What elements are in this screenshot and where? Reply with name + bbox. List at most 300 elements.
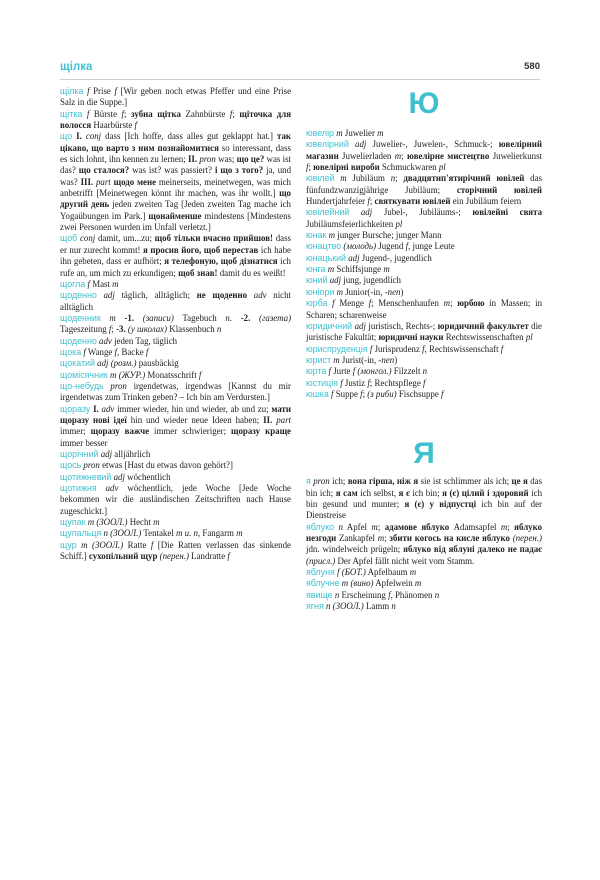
- dictionary-entry: [60, 517, 291, 528]
- entry-text: das fünfundzwanzigjährige Jubiläum;: [306, 173, 542, 195]
- entry-headword: ягня: [306, 601, 324, 612]
- section-ya-entries: [306, 476, 542, 612]
- dictionary-entry: [60, 290, 291, 313]
- entry-text: щонайменше: [148, 210, 202, 221]
- dictionary-entry: [306, 275, 542, 286]
- entry-headword: яблучне: [306, 578, 340, 589]
- entry-text: adj: [360, 207, 373, 218]
- dictionary-entry: [306, 230, 542, 241]
- dictionary-entry: [60, 279, 291, 290]
- entry-headword: щорічний: [60, 449, 99, 459]
- entry-text: Mast: [89, 278, 113, 289]
- entry-text: adv: [99, 335, 112, 346]
- entry-text: f: [87, 278, 90, 289]
- entry-headword: щоразу: [60, 403, 91, 414]
- entry-text: Jugend-, jugendlich: [359, 252, 432, 263]
- entry-text: adj: [348, 252, 360, 263]
- entry-text: щоб знав!: [178, 267, 218, 278]
- dictionary-entry: [60, 233, 291, 278]
- entry-text: зубна щітка: [131, 108, 181, 119]
- entry-text: mindestens [Mindestens zwei Personen wurden im Unfall verletzt.]: [60, 210, 292, 233]
- entry-text: so interessant, dass es sich lohnt, ihn kennen zu lernen;: [60, 142, 291, 165]
- entry-text: Jurisprudenz: [372, 343, 423, 354]
- entry-headword: щомісячник: [60, 369, 108, 380]
- entry-headword: щоденно: [60, 335, 97, 346]
- dictionary-entry: [306, 476, 542, 521]
- entry-text: II.: [263, 414, 273, 425]
- entry-text: f: [121, 108, 125, 119]
- entry-text: f: [87, 86, 90, 96]
- entry-text: ich bin;: [409, 487, 443, 498]
- entry-text: так цікаво, що варто з ним познайомитися: [60, 131, 292, 153]
- entry-text: я сам: [335, 487, 358, 498]
- entry-text: m: [414, 578, 422, 589]
- entry-headword: юрист: [306, 354, 332, 365]
- entry-text: jung, jugendlich: [341, 275, 401, 286]
- entry-text: m: [153, 517, 160, 528]
- entry-headword: яблуня: [306, 567, 335, 577]
- entry-text: я є: [398, 487, 410, 498]
- entry-text: m u. n: [176, 528, 198, 539]
- entry-text: (БОТ.): [341, 567, 366, 577]
- entry-text: ja, und was?: [60, 165, 292, 187]
- entry-text: m: [81, 539, 88, 550]
- entry-text: n: [390, 173, 396, 184]
- entry-text: (молодь): [343, 241, 377, 252]
- entry-text: ;: [377, 521, 385, 532]
- entry-text: irgendetwas, irgendwas [Kannst du mir irgendetwas zum Trinken geben? – Ich bin am Verdursten.]: [60, 380, 292, 403]
- entry-text: юрбою: [457, 298, 485, 309]
- entry-text: , Backe: [117, 346, 146, 357]
- entry-text: die juristische Fakultät;: [306, 320, 542, 343]
- entry-text: (ЗООЛ.): [96, 517, 128, 528]
- entry-text: ;: [362, 388, 368, 399]
- dictionary-entry: [306, 241, 542, 252]
- dictionary-entry: [60, 313, 291, 336]
- entry-headword: юшка: [306, 388, 329, 399]
- entry-text: Erscheinung: [339, 589, 389, 600]
- entry-text: part: [95, 176, 111, 187]
- entry-text: f: [337, 567, 340, 577]
- entry-text: sie ist schlimmer als ich;: [418, 476, 512, 487]
- entry-text: юридичний факультет: [437, 320, 529, 331]
- entry-text: f: [114, 86, 117, 96]
- entry-text: Lamm: [363, 601, 392, 612]
- entry-text: Apfel: [342, 521, 372, 532]
- dictionary-entry: [60, 131, 291, 233]
- entry-text: f: [229, 108, 233, 119]
- entry-text: ein Jubiläum feiern: [450, 196, 522, 207]
- entry-text: не щоденно: [196, 290, 248, 301]
- entry-text: юридичні науки: [378, 332, 444, 343]
- entry-text: я телефоную, щоб дізнатися: [164, 256, 278, 267]
- dictionary-entry: [306, 366, 542, 377]
- entry-text: f: [83, 346, 86, 357]
- dictionary-entry: [60, 540, 291, 563]
- dictionary-entry: [306, 139, 542, 173]
- entry-text: (присл.): [306, 555, 336, 566]
- entry-text: Juwelierkunst: [489, 150, 542, 161]
- entry-text: Tageszeitung: [60, 324, 109, 335]
- entry-text: ich selbst,: [357, 487, 399, 498]
- entry-text: ; Menschenhaufen: [371, 298, 444, 309]
- entry-text: m: [87, 517, 95, 528]
- entry-headword: щось: [60, 460, 82, 471]
- entry-text: Prise: [89, 86, 115, 96]
- entry-text: Schmuckwaren: [379, 162, 439, 173]
- entry-text: adv: [105, 483, 119, 494]
- entry-text: Filzzelt: [391, 366, 423, 377]
- entry-text: m: [340, 173, 347, 184]
- entry-headword: явище: [306, 589, 333, 600]
- entry-text: ювілейні свята: [472, 207, 543, 218]
- entry-headword: ювелір: [306, 128, 334, 138]
- dictionary-entry: [306, 287, 542, 298]
- entry-headword: я: [306, 476, 311, 487]
- entry-text: що другий день: [60, 188, 291, 210]
- entry-text: Jubiläumsfeierlichkeiten: [306, 218, 396, 229]
- entry-text: я просив його, щоб перестав: [143, 244, 259, 255]
- entry-text: .: [229, 312, 241, 323]
- entry-text: , junge Leute: [408, 241, 455, 252]
- entry-text: Klassenbuch: [167, 324, 217, 335]
- entry-text: Fischsuppe: [396, 388, 442, 399]
- entry-text: m: [394, 150, 402, 161]
- dictionary-entry: [60, 449, 291, 460]
- entry-text: f: [368, 298, 372, 309]
- entry-text: ;: [124, 108, 131, 119]
- entry-text: m: [327, 264, 335, 275]
- entry-text: це я: [511, 476, 528, 487]
- entry-text: m: [443, 298, 451, 309]
- entry-text: m: [109, 312, 116, 323]
- entry-text: Apfelwein: [373, 578, 415, 589]
- entry-text: was ist das?: [60, 154, 292, 176]
- entry-text: f: [134, 120, 137, 131]
- entry-text: adj: [354, 320, 366, 331]
- dictionary-entry: [60, 86, 291, 109]
- dictionary-entry: [306, 128, 542, 139]
- entry-headword: щоб: [60, 233, 78, 244]
- entry-headword: юніори: [306, 286, 335, 297]
- entry-text: f: [367, 377, 370, 388]
- entry-text: Junior(-in,: [343, 286, 385, 297]
- entry-headword: ювілей: [306, 173, 335, 184]
- entry-headword: щогла: [60, 278, 86, 289]
- entry-text: f: [150, 539, 154, 550]
- entry-text: Haarbürste: [91, 120, 135, 131]
- entry-text: was;: [215, 154, 237, 165]
- entry-text: Wange: [85, 346, 115, 357]
- entry-text: щодо мене: [113, 176, 157, 187]
- entry-text: ювелірні вироби: [313, 162, 380, 173]
- entry-headword: щілка: [60, 86, 84, 96]
- entry-text: pron: [110, 380, 127, 391]
- dictionary-entry: [306, 264, 542, 275]
- entry-headword: щупальця: [60, 528, 102, 539]
- entry-text: , Phänomen: [390, 589, 435, 600]
- entry-text: n: [216, 324, 222, 335]
- entry-text: щіточка для волосся: [60, 108, 291, 131]
- entry-text: щоразу важче: [90, 426, 150, 437]
- entry-text: f: [441, 388, 444, 399]
- entry-text: adj: [329, 275, 342, 286]
- left-column: [60, 86, 291, 562]
- dictionary-entry: [306, 253, 542, 264]
- entry-text: що це?: [236, 154, 265, 165]
- entry-text: адамове яблуко: [384, 521, 450, 532]
- entry-headword: юнак: [306, 230, 327, 241]
- entry-text: що сталося?: [78, 165, 130, 176]
- entry-text: pausbäckig: [136, 358, 179, 369]
- dictionary-entry: [306, 601, 542, 612]
- entry-text: ich habe ihn gebeten, dass er aufhört;: [60, 244, 291, 267]
- entry-headword: юриспруденція: [306, 343, 368, 354]
- entry-text: m: [383, 264, 390, 275]
- entry-text: (перен.): [512, 532, 543, 543]
- entry-text: n: [334, 589, 340, 600]
- entry-text: -2.: [240, 312, 251, 323]
- entry-text: adj: [97, 358, 109, 369]
- entry-text: -1.: [124, 312, 135, 323]
- entry-text: täglich, alltäglich;: [114, 290, 197, 301]
- entry-text: pron: [313, 476, 330, 487]
- entry-text: збити когось на кисле яблуко: [389, 532, 510, 543]
- entry-text: двадцятип'ятирічний ювілей: [403, 173, 525, 184]
- entry-text: pl: [525, 332, 533, 343]
- entry-text: яблуко незгоди: [306, 521, 543, 543]
- entry-text: damit du es weißt!: [217, 267, 286, 278]
- entry-text: f: [306, 162, 309, 173]
- entry-text: ювелірний магазин: [306, 139, 543, 161]
- entry-text: [349, 207, 361, 217]
- entry-text: Juwelier: [342, 128, 378, 138]
- entry-text: щоразу краще: [231, 426, 292, 437]
- entry-text: adv: [253, 290, 267, 301]
- dictionary-entry: [60, 404, 291, 449]
- entry-text: Juwelierladen: [338, 150, 395, 161]
- entry-headword: юрта: [306, 366, 327, 377]
- entry-text: I.: [76, 131, 82, 142]
- entry-text: adj: [113, 471, 125, 482]
- entry-text: n: [103, 528, 108, 539]
- entry-text: ;: [384, 532, 390, 543]
- entry-text: n: [225, 312, 230, 323]
- entry-text: (перен.): [159, 551, 189, 562]
- entry-text: wöchentlich, jede Woche [Jede Woche bekommen wir die ausländischen Zeitschriften nach Hause zugeschickt.]: [60, 483, 291, 516]
- entry-text: etwas [Hast du etwas davon gehört?]: [99, 460, 233, 471]
- dictionary-entry: [60, 358, 291, 369]
- entry-headword: щур: [60, 539, 77, 550]
- dictionary-entry: [306, 298, 542, 321]
- entry-headword: що: [60, 131, 73, 142]
- entry-text: immer;: [60, 426, 91, 437]
- entry-text: f: [108, 324, 112, 335]
- entry-text: f: [352, 366, 356, 377]
- section-yu-entries: [306, 128, 542, 400]
- entry-text: meinerseits, meinetwegen, was mich anbetrifft [Meinetwegen könnt ihr machen, was ihr wollt.]: [60, 176, 291, 199]
- entry-text: Justiz: [342, 377, 368, 388]
- entry-text: -nen: [378, 354, 395, 365]
- entry-text: n: [391, 601, 396, 612]
- entry-text: Der Apfel fällt nicht weit vom Stamm.: [335, 555, 475, 566]
- dictionary-entry: [60, 347, 291, 358]
- entry-text: Jurist(-in,: [339, 354, 379, 365]
- dictionary-entry: [60, 472, 291, 483]
- entry-text: adj: [103, 290, 115, 301]
- entry-text: ;: [111, 324, 117, 335]
- entry-text: conj: [79, 233, 96, 244]
- dictionary-entry: [306, 567, 542, 578]
- entry-text: ;: [308, 162, 314, 173]
- entry-text: n: [434, 589, 440, 600]
- entry-text: [134, 313, 143, 323]
- entry-text: part: [276, 414, 291, 425]
- entry-text: m: [112, 278, 119, 289]
- dictionary-entry: [306, 355, 542, 366]
- entry-text: ; Rechtspflege: [369, 377, 424, 388]
- entry-headword: щупак: [60, 517, 86, 528]
- dictionary-entry: [60, 336, 291, 347]
- dictionary-entry: [306, 389, 542, 400]
- entry-headword: ювелірний: [306, 139, 349, 150]
- entry-text: щоб тільки вчасно прийшов!: [154, 233, 273, 244]
- section-letter-yu: Ю: [408, 87, 440, 120]
- entry-text: f: [328, 366, 331, 377]
- entry-text: f: [114, 346, 118, 357]
- entry-text: ): [400, 286, 404, 297]
- entry-text: Zahnbürste: [180, 108, 230, 119]
- entry-text: damit, um...zu;: [95, 233, 155, 244]
- entry-text: (ЗООЛ.): [332, 601, 364, 612]
- entry-text: f: [405, 241, 409, 252]
- entry-text: dass er nur zurecht kommt!: [60, 233, 291, 255]
- entry-text: Landratte: [188, 551, 228, 562]
- entry-text: [97, 483, 106, 493]
- entry-text: m: [336, 128, 343, 138]
- entry-text: jeden Tag, täglich: [111, 335, 178, 346]
- entry-text: f: [331, 388, 334, 399]
- entry-text: Menge: [334, 298, 369, 309]
- entry-text: m: [500, 521, 508, 532]
- entry-text: f: [145, 346, 149, 357]
- entry-text: Apfelbaum: [365, 567, 410, 577]
- entry-text: immer besser: [60, 437, 108, 448]
- entry-text: Monatsschrift: [145, 369, 199, 380]
- running-head: щілка: [60, 61, 93, 73]
- entry-text: [Wir geben noch etwas Pfeffer und eine Prise Salz in die Suppe.]: [60, 86, 292, 108]
- entry-text: adj: [100, 449, 113, 459]
- entry-text: m: [341, 578, 349, 589]
- entry-text: ;: [369, 196, 375, 207]
- entry-text: ): [394, 354, 398, 365]
- entry-text: m: [409, 567, 417, 577]
- entry-text: conj: [85, 131, 102, 142]
- entry-text: m: [336, 286, 343, 297]
- entry-text: f: [367, 196, 370, 207]
- entry-text: вона гірша, ніж я: [347, 476, 419, 487]
- dictionary-entry: [306, 173, 542, 207]
- entry-headword: юридичний: [306, 320, 353, 331]
- entry-text: was ist? was passiert?: [129, 165, 215, 176]
- entry-headword: ювілейний: [306, 207, 350, 218]
- entry-text: ;: [401, 150, 407, 161]
- entry-text: m: [110, 369, 117, 380]
- page-header: [60, 61, 540, 75]
- entry-text: (газета): [258, 312, 292, 323]
- entry-text: Adamsapfel: [449, 521, 501, 532]
- entry-text: я (є) цілий і здоровий: [442, 487, 529, 498]
- entry-text: m: [377, 532, 385, 543]
- entry-text: мати щоразу нові ідеї: [60, 403, 292, 425]
- entry-text: [247, 290, 254, 300]
- entry-text: f: [360, 388, 363, 399]
- entry-text: (у школах): [127, 324, 168, 335]
- entry-text: pl: [395, 218, 403, 229]
- entry-text: Ratte: [123, 539, 151, 550]
- entry-text: II.: [187, 154, 198, 165]
- entry-text: Rechtswissenschaften: [443, 332, 526, 343]
- entry-text: [Die Ratten verlassen das sinkende Schiff.]: [60, 539, 291, 562]
- page-number: 580: [524, 61, 540, 72]
- entry-text: Zankapfel: [336, 532, 378, 543]
- dictionary-entry: [306, 590, 542, 601]
- entry-text: n: [422, 366, 428, 377]
- entry-text: ich bin auf der Dienstreise: [306, 498, 542, 521]
- entry-headword: юстиція: [306, 377, 338, 388]
- entry-text: , Rechtswissenschaft: [424, 343, 501, 354]
- entry-text: ювелірне мистецтво: [406, 150, 490, 161]
- entry-text: (з риби): [367, 388, 397, 399]
- dictionary-entry: [60, 381, 291, 404]
- entry-text: ich rufe an, um mich zu erkundigen;: [60, 256, 291, 278]
- entry-text: f: [423, 377, 426, 388]
- entry-text: , Fangarm: [197, 528, 237, 539]
- entry-text: сухопільний щур: [88, 551, 158, 562]
- entry-text: m: [328, 230, 336, 241]
- entry-headword: щока: [60, 346, 82, 357]
- entry-text: яблуко від яблуні далеко не падає: [403, 544, 542, 555]
- entry-text: m: [377, 128, 384, 138]
- entry-text: I.: [93, 403, 99, 414]
- entry-text: (записи): [142, 312, 174, 323]
- entry-headword: щокатий: [60, 358, 95, 369]
- entry-text: ;: [232, 108, 240, 119]
- entry-text: junger Bursche; junger Mann: [335, 230, 442, 241]
- entry-text: святкувати ювілей: [374, 196, 451, 207]
- entry-text: m: [333, 354, 340, 365]
- entry-text: alljährlich: [112, 449, 151, 459]
- entry-text: (монгол.): [357, 366, 392, 377]
- entry-headword: щотижня: [60, 483, 97, 494]
- entry-text: Jugend: [376, 241, 406, 252]
- entry-text: Tagebuch: [173, 312, 226, 323]
- entry-text: f: [422, 343, 425, 354]
- entry-text: ;: [507, 521, 515, 532]
- entry-text: f: [388, 589, 391, 600]
- dictionary-entry: [60, 460, 291, 471]
- entry-text: Hecht: [127, 517, 154, 528]
- entry-text: (ЗООЛ.): [92, 539, 124, 550]
- entry-text: n: [338, 521, 343, 532]
- dictionary-entry: [60, 109, 291, 132]
- entry-text: f: [369, 343, 373, 354]
- entry-text: III.: [80, 176, 94, 187]
- dictionary-entry: [306, 522, 542, 567]
- entry-headword: щітка: [60, 108, 83, 119]
- entry-text: immer wieder, hin und wieder, ab und zu;: [114, 403, 272, 414]
- dictionary-entry: [306, 321, 542, 344]
